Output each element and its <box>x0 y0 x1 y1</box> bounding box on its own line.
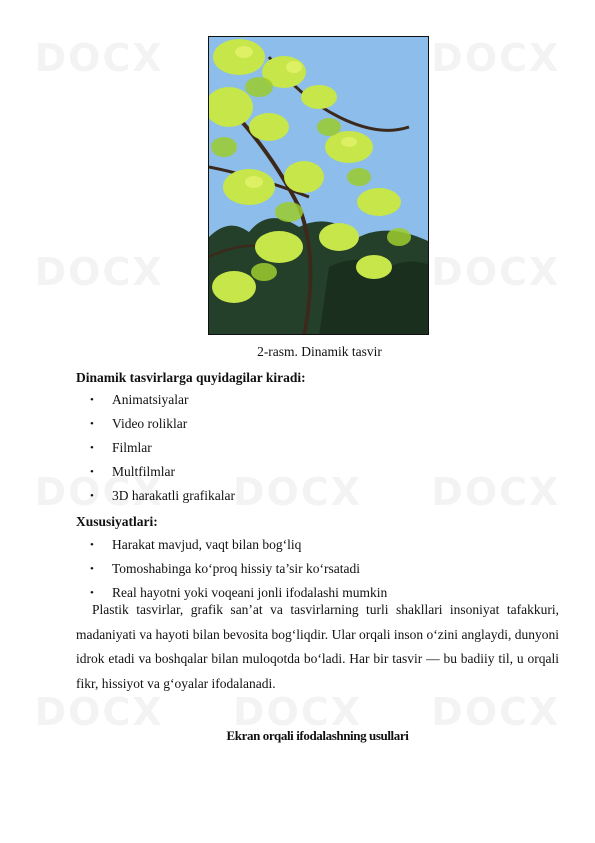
section-heading-dynamic-images: Dinamik tasvirlarga quyidagilar kiradi: <box>76 370 306 385</box>
list-item: • Harakat mavjud, vaqt bilan bog‘liq <box>90 533 387 557</box>
list-item: • Video roliklar <box>90 412 235 436</box>
list-item: • Filmlar <box>90 436 235 460</box>
figure-image <box>208 36 429 335</box>
list-item: • Tomoshabinga ko‘proq hissiy ta’sir ko‘rsatadi <box>90 557 387 581</box>
bullet-list-dynamic-images <box>90 388 235 508</box>
figure-caption: 2-rasm. Dinamik tasvir <box>257 344 382 359</box>
section-subtitle: Ekran orqali ifodalashning usullari <box>226 728 409 743</box>
body-paragraph: Plastik tasvirlar, grafik san’at va tasvirlarning turli shakllari insoniyat tafakkuri, madaniyati va hayoti bilan bevosita bog‘liqdir. Ular orqali inson o‘zini anglaydi, dunyoni idrok etadi va boshqalar bilan muloqotda bo‘ladi. Har bir tasvir — bu badiiy til, u orqali fikr, hissiyot va g‘oyalar ifodalanadi. <box>76 602 559 691</box>
list-item: • Animatsiyalar <box>90 388 235 412</box>
bullet-list-properties <box>90 533 387 605</box>
list-item: • Real hayotni yoki voqeani jonli ifodalashi mumkin <box>90 581 387 605</box>
section-heading-properties: Xususiyatlari: <box>76 514 158 529</box>
list-item: • Multfilmlar <box>90 460 235 484</box>
list-item: • 3D harakatli grafikalar <box>90 484 235 508</box>
